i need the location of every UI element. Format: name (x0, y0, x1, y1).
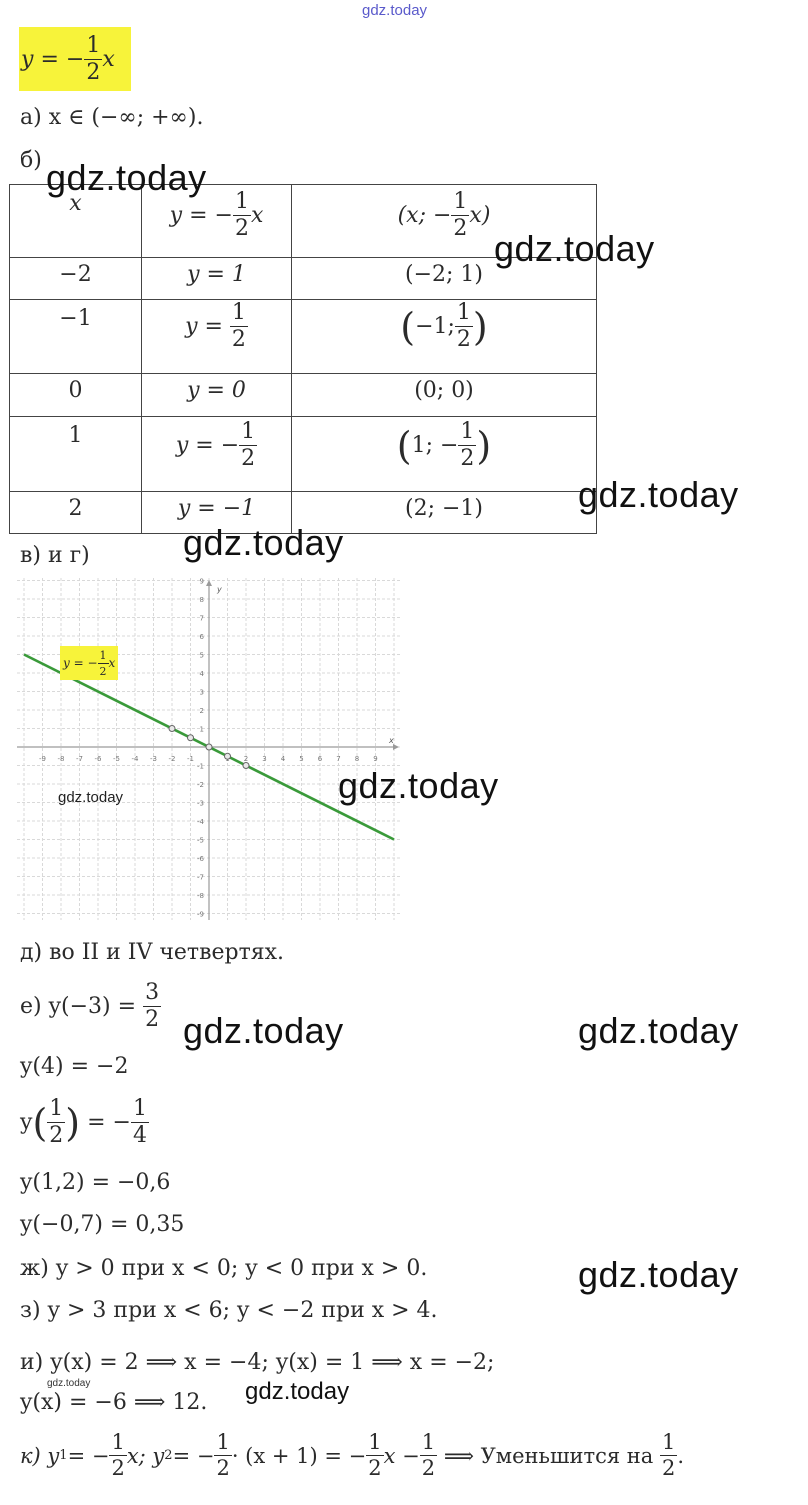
data-point (243, 763, 249, 769)
y-tick-label: -7 (197, 873, 204, 882)
table-header-y: y = − $\frac{1}{2}$ x (142, 185, 292, 258)
part-i-line2: y(x) = −6 ⟹ 12. (20, 1390, 208, 1415)
watermark-7: gdz.today (578, 1010, 739, 1051)
table-row: 1 y = − $\frac{1}{2}$ ( 1; − $\frac{1}{2}$ ) (10, 417, 597, 492)
watermark-8: gdz.today (578, 1254, 739, 1295)
title-formula (19, 27, 131, 91)
watermark-1: gdz.today (46, 157, 207, 198)
watermark-2: gdz.today (494, 228, 655, 269)
part-e-line4: y(1,2) = −0,6 (20, 1170, 171, 1195)
y-tick-label: 2 (199, 707, 204, 715)
y-tick-label: 3 (199, 688, 204, 697)
graph-watermark: gdz.today (58, 789, 124, 806)
y-tick-label: 8 (199, 596, 204, 604)
x-tick-label: 4 (280, 755, 286, 763)
part-a: а) x ∈ (−∞; +∞). (20, 105, 204, 130)
x-tick-label: 9 (373, 755, 378, 763)
part-z: з) y > 3 при x < 6; y < −2 при x > 4. (20, 1298, 438, 1323)
x-tick-label: 5 (299, 755, 304, 763)
title-eq: = (40, 46, 59, 72)
y-tick-label: -9 (197, 910, 204, 919)
x-tick-label: -7 (76, 755, 83, 763)
table-header-x: x (10, 185, 142, 258)
part-d: д) во II и IV четвертях. (20, 940, 285, 965)
y-axis-arrow (206, 580, 212, 586)
x-tick-label: -8 (57, 755, 65, 763)
x-tick-label: 8 (354, 755, 360, 763)
x-tick-label: -5 (113, 755, 120, 763)
watermark-tiny: gdz.today (47, 1378, 91, 1389)
watermark-4: gdz.today (183, 522, 344, 563)
x-tick-label: -4 (131, 755, 139, 763)
data-point (188, 735, 194, 741)
x-tick-label: -9 (39, 755, 46, 763)
y-axis-label: y (217, 585, 222, 594)
x-axis-label: x (389, 736, 394, 745)
watermark-6: gdz.today (183, 1010, 344, 1051)
part-vg-label: в) и г) (20, 543, 90, 568)
part-e-line2: y(4) = −2 (20, 1054, 129, 1079)
data-point (225, 753, 231, 759)
title-var: x (102, 46, 115, 72)
title-fraction: $\frac{1}{2}$ (86, 32, 101, 85)
part-b-label: б) (20, 148, 42, 173)
y-tick-label: -4 (197, 818, 204, 826)
table-row: −1 y = $\frac{1}{2}$ ( −1; $\frac{1}{2}$ ) (10, 300, 597, 374)
x-axis-arrow (393, 744, 399, 750)
table-row: −2 y = 1 (−2; 1) (10, 258, 597, 300)
y-tick-label: 1 (199, 725, 204, 734)
x-tick-label: -3 (150, 755, 157, 763)
table-header-point: (x; − $\frac{1}{2}$ x) (292, 185, 597, 258)
part-k: к) y 1 = − $\frac{1}{2}$ x; y 2 = − $\frac{1}{2}$ · (x + 1) = − $\frac{1}{2}$ x − $\frac{1}{2}$ ⟹ Уменьшится на $\frac{1}{2}$ . (20, 1430, 685, 1480)
x-tick-label: 6 (317, 755, 323, 763)
part-e-line3: y ( $\frac{1}{2}$ ) = − $\frac{1}{4}$ (20, 1096, 147, 1148)
y-tick-label: -6 (197, 855, 204, 863)
y-tick-label: -8 (197, 892, 204, 900)
table-row: 2 y = −1 (2; −1) (10, 492, 597, 534)
title-sign: − (65, 46, 85, 72)
part-zh: ж) y > 0 при x < 0; y < 0 при x > 0. (20, 1256, 428, 1281)
y-tick-label: 6 (199, 633, 204, 641)
y-tick-label: -5 (197, 836, 204, 845)
x-tick-label: -2 (168, 755, 176, 763)
watermark-3: gdz.today (578, 474, 739, 515)
y-tick-label: -1 (197, 762, 204, 771)
x-tick-label: -1 (187, 755, 194, 763)
graph-function-label: y = − $\frac{1}{2}$ x (60, 646, 118, 680)
x-tick-label: 2 (243, 755, 249, 763)
y-tick-label: 7 (199, 614, 204, 623)
part-e-line1: е) y(−3) = $\frac{3}{2}$ (20, 980, 160, 1032)
x-tick-label: 7 (336, 755, 341, 763)
part-i-line1: и) y(x) = 2 ⟹ x = −4; y(x) = 1 ⟹ x = −2; (20, 1350, 495, 1375)
part-e-line5: y(−0,7) = 0,35 (20, 1212, 185, 1237)
watermark-5: gdz.today (338, 765, 499, 806)
watermark-top: gdz.today (362, 2, 428, 19)
table-row: 0 y = 0 (0; 0) (10, 374, 597, 417)
x-tick-label: 3 (262, 755, 267, 763)
y-tick-label: 4 (199, 670, 204, 678)
y-tick-label: -3 (197, 799, 204, 808)
function-graph (17, 578, 401, 920)
data-point (169, 726, 175, 732)
y-tick-label: 9 (199, 578, 204, 586)
x-tick-label: -6 (94, 755, 102, 763)
y-tick-label: 5 (199, 651, 204, 660)
data-point (206, 744, 212, 750)
watermark-9: gdz.today (245, 1378, 350, 1405)
title-lhs: y (21, 46, 34, 72)
y-tick-label: -2 (197, 781, 204, 789)
